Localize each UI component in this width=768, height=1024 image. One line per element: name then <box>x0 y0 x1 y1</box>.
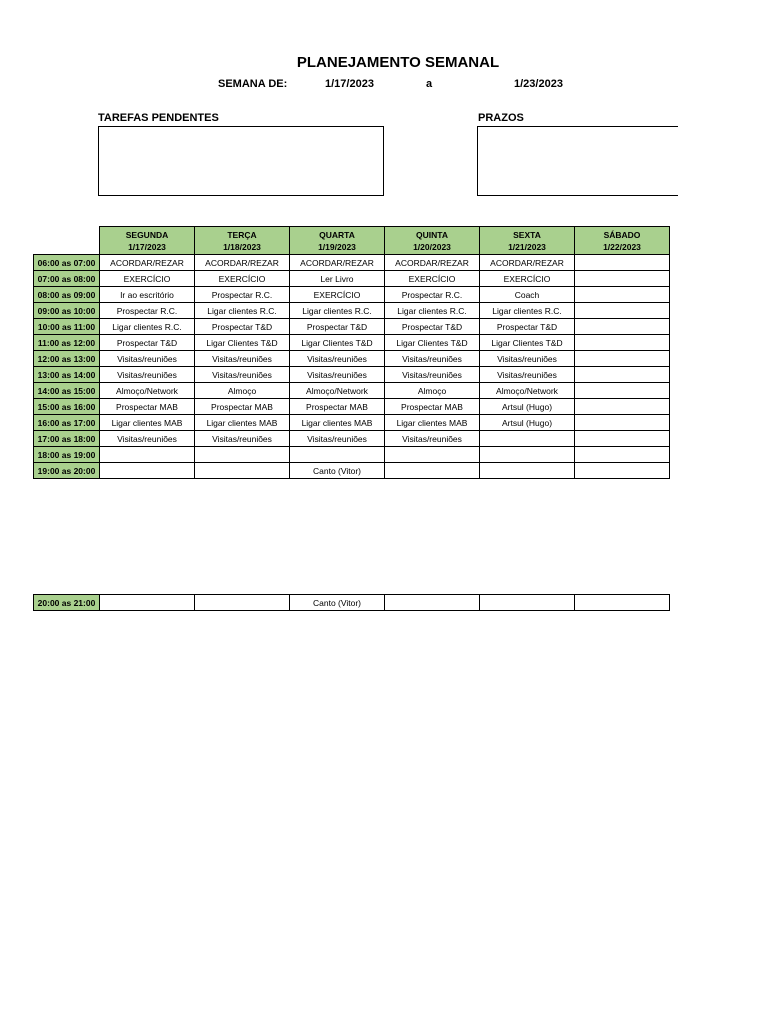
schedule-cell[interactable]: Almoço/Network <box>480 383 575 399</box>
time-slot-cell: 15:00 as 16:00 <box>34 399 100 415</box>
schedule-cell[interactable]: Ligar clientes R.C. <box>385 303 480 319</box>
day-header: QUARTA 1/19/2023 <box>290 227 385 255</box>
schedule-cell[interactable] <box>575 271 670 287</box>
schedule-cell[interactable] <box>575 431 670 447</box>
schedule-cell[interactable]: EXERCÍCIO <box>290 287 385 303</box>
schedule-cell[interactable]: Ligar Clientes T&D <box>385 335 480 351</box>
schedule-cell[interactable]: Visitas/reuniões <box>385 431 480 447</box>
schedule-cell[interactable]: Ligar clientes MAB <box>290 415 385 431</box>
schedule-cell[interactable]: Prospectar MAB <box>195 399 290 415</box>
schedule-cell[interactable]: Ligar clientes MAB <box>100 415 195 431</box>
week-label: SEMANA DE: <box>218 78 288 90</box>
table-row <box>34 303 670 319</box>
schedule-cell[interactable]: EXERCÍCIO <box>195 271 290 287</box>
table-row <box>34 367 670 383</box>
day-header: QUINTA 1/20/2023 <box>385 227 480 255</box>
day-header: SEXTA 1/21/2023 <box>480 227 575 255</box>
pending-tasks-box[interactable] <box>98 126 384 196</box>
schedule-cell[interactable] <box>575 399 670 415</box>
schedule-cell[interactable]: Ler Livro <box>290 271 385 287</box>
table-row <box>34 319 670 335</box>
schedule-cell[interactable] <box>575 415 670 431</box>
schedule-cell[interactable]: ACORDAR/REZAR <box>385 255 480 271</box>
day-header: TERÇA 1/18/2023 <box>195 227 290 255</box>
schedule-cell[interactable]: Ligar clientes R.C. <box>195 303 290 319</box>
schedule-cell[interactable] <box>575 463 670 479</box>
pending-tasks-label: TAREFAS PENDENTES <box>98 112 219 124</box>
schedule-cell[interactable]: Ligar Clientes T&D <box>480 335 575 351</box>
schedule-cell[interactable]: Prospectar T&D <box>480 319 575 335</box>
schedule-cell[interactable] <box>575 447 670 463</box>
schedule-cell[interactable]: Visitas/reuniões <box>100 351 195 367</box>
schedule-cell[interactable]: Artsul (Hugo) <box>480 415 575 431</box>
schedule-cell[interactable]: Almoço/Network <box>100 383 195 399</box>
time-slot-cell: 19:00 as 20:00 <box>34 463 100 479</box>
schedule-cell[interactable]: ACORDAR/REZAR <box>480 255 575 271</box>
schedule-cell[interactable]: Visitas/reuniões <box>290 431 385 447</box>
schedule-cell[interactable]: Artsul (Hugo) <box>480 399 575 415</box>
schedule-cell[interactable]: Visitas/reuniões <box>290 351 385 367</box>
schedule-cell[interactable] <box>575 255 670 271</box>
schedule-cell[interactable]: Prospectar R.C. <box>195 287 290 303</box>
schedule-cell[interactable]: EXERCÍCIO <box>385 271 480 287</box>
schedule-cell[interactable]: Ligar Clientes T&D <box>290 335 385 351</box>
schedule-cell[interactable] <box>575 351 670 367</box>
day-header: SEGUNDA 1/17/2023 <box>100 227 195 255</box>
time-slot-cell: 18:00 as 19:00 <box>34 447 100 463</box>
time-slot-cell: 14:00 as 15:00 <box>34 383 100 399</box>
schedule-cell[interactable] <box>575 595 670 611</box>
schedule-cell[interactable] <box>385 595 480 611</box>
table-row <box>34 415 670 431</box>
table-row <box>34 463 670 479</box>
schedule-cell[interactable]: Visitas/reuniões <box>480 367 575 383</box>
schedule-cell[interactable] <box>100 447 195 463</box>
time-slot-cell: 07:00 as 08:00 <box>34 271 100 287</box>
table-row <box>34 287 670 303</box>
time-slot-cell: 17:00 as 18:00 <box>34 431 100 447</box>
time-slot-cell: 06:00 as 07:00 <box>34 255 100 271</box>
schedule-cell[interactable]: Ligar Clientes T&D <box>195 335 290 351</box>
schedule-cell[interactable]: Prospectar T&D <box>100 335 195 351</box>
evening-schedule-table <box>33 594 670 611</box>
schedule-cell[interactable]: EXERCÍCIO <box>100 271 195 287</box>
schedule-cell[interactable]: Canto (Vitor) <box>290 595 385 611</box>
schedule-cell[interactable]: Prospectar T&D <box>385 319 480 335</box>
schedule-cell[interactable] <box>195 595 290 611</box>
time-slot-cell: 20:00 as 21:00 <box>34 595 100 611</box>
schedule-cell[interactable]: Coach <box>480 287 575 303</box>
schedule-cell[interactable]: Visitas/reuniões <box>100 367 195 383</box>
time-slot-cell: 13:00 as 14:00 <box>34 367 100 383</box>
schedule-cell[interactable]: Prospectar R.C. <box>385 287 480 303</box>
schedule-cell[interactable]: Ligar clientes MAB <box>385 415 480 431</box>
schedule-cell[interactable]: Visitas/reuniões <box>385 367 480 383</box>
schedule-cell[interactable]: ACORDAR/REZAR <box>195 255 290 271</box>
schedule-cell[interactable] <box>100 463 195 479</box>
time-slot-cell: 08:00 as 09:00 <box>34 287 100 303</box>
table-row <box>34 595 670 611</box>
schedule-cell[interactable] <box>385 447 480 463</box>
schedule-cell[interactable]: Ligar clientes R.C. <box>100 319 195 335</box>
table-row <box>34 351 670 367</box>
schedule-cell[interactable] <box>290 447 385 463</box>
schedule-cell[interactable]: Prospectar T&D <box>290 319 385 335</box>
schedule-cell[interactable]: Visitas/reuniões <box>385 351 480 367</box>
table-row <box>34 447 670 463</box>
schedule-cell[interactable]: Prospectar MAB <box>385 399 480 415</box>
schedule-cell[interactable]: Ligar clientes MAB <box>195 415 290 431</box>
schedule-cell[interactable]: Visitas/reuniões <box>100 431 195 447</box>
time-slot-cell: 12:00 as 13:00 <box>34 351 100 367</box>
schedule-cell[interactable]: Visitas/reuniões <box>195 351 290 367</box>
table-row <box>34 255 670 271</box>
schedule-cell[interactable]: Almoço <box>195 383 290 399</box>
schedule-cell[interactable] <box>575 335 670 351</box>
week-start-date: 1/17/2023 <box>325 78 374 90</box>
schedule-cell[interactable] <box>385 463 480 479</box>
table-row <box>34 399 670 415</box>
schedule-cell[interactable]: Prospectar MAB <box>100 399 195 415</box>
week-end-date: 1/23/2023 <box>514 78 563 90</box>
schedule-cell[interactable] <box>480 595 575 611</box>
schedule-cell[interactable]: Ir ao escritório <box>100 287 195 303</box>
table-row <box>34 383 670 399</box>
table-row <box>34 335 670 351</box>
time-slot-cell: 10:00 as 11:00 <box>34 319 100 335</box>
schedule-cell[interactable]: Canto (Vitor) <box>290 463 385 479</box>
schedule-cell[interactable] <box>575 303 670 319</box>
schedule-cell[interactable]: Ligar clientes R.C. <box>480 303 575 319</box>
schedule-cell[interactable]: EXERCÍCIO <box>480 271 575 287</box>
schedule-cell[interactable]: ACORDAR/REZAR <box>100 255 195 271</box>
deadlines-box[interactable] <box>477 126 678 196</box>
schedule-cell[interactable] <box>575 287 670 303</box>
schedule-cell[interactable]: Prospectar R.C. <box>100 303 195 319</box>
day-header-row <box>34 227 670 255</box>
schedule-cell[interactable] <box>100 595 195 611</box>
corner-cell <box>34 227 100 255</box>
schedule-cell[interactable]: Prospectar T&D <box>195 319 290 335</box>
schedule-cell[interactable] <box>575 367 670 383</box>
schedule-cell[interactable] <box>480 431 575 447</box>
table-row <box>34 271 670 287</box>
schedule-cell[interactable] <box>575 383 670 399</box>
schedule-cell[interactable]: ACORDAR/REZAR <box>290 255 385 271</box>
schedule-cell[interactable] <box>575 319 670 335</box>
table-row <box>34 431 670 447</box>
schedule-cell[interactable] <box>195 447 290 463</box>
weekly-schedule-table <box>33 226 670 479</box>
schedule-cell[interactable]: Visitas/reuniões <box>290 367 385 383</box>
schedule-cell[interactable]: Ligar clientes R.C. <box>290 303 385 319</box>
page-title: PLANEJAMENTO SEMANAL <box>296 54 500 71</box>
schedule-cell[interactable]: Almoço <box>385 383 480 399</box>
time-slot-cell: 11:00 as 12:00 <box>34 335 100 351</box>
schedule-cell[interactable] <box>480 447 575 463</box>
schedule-cell[interactable] <box>480 463 575 479</box>
day-header: SÁBADO 1/22/2023 <box>575 227 670 255</box>
time-slot-cell: 16:00 as 17:00 <box>34 415 100 431</box>
week-separator: a <box>426 78 433 90</box>
schedule-cell[interactable]: Visitas/reuniões <box>195 367 290 383</box>
deadlines-label: PRAZOS <box>478 112 524 124</box>
schedule-cell[interactable]: Visitas/reuniões <box>480 351 575 367</box>
schedule-cell[interactable]: Prospectar MAB <box>290 399 385 415</box>
schedule-cell[interactable] <box>195 463 290 479</box>
time-slot-cell: 09:00 as 10:00 <box>34 303 100 319</box>
schedule-cell[interactable]: Almoço/Network <box>290 383 385 399</box>
schedule-cell[interactable]: Visitas/reuniões <box>195 431 290 447</box>
